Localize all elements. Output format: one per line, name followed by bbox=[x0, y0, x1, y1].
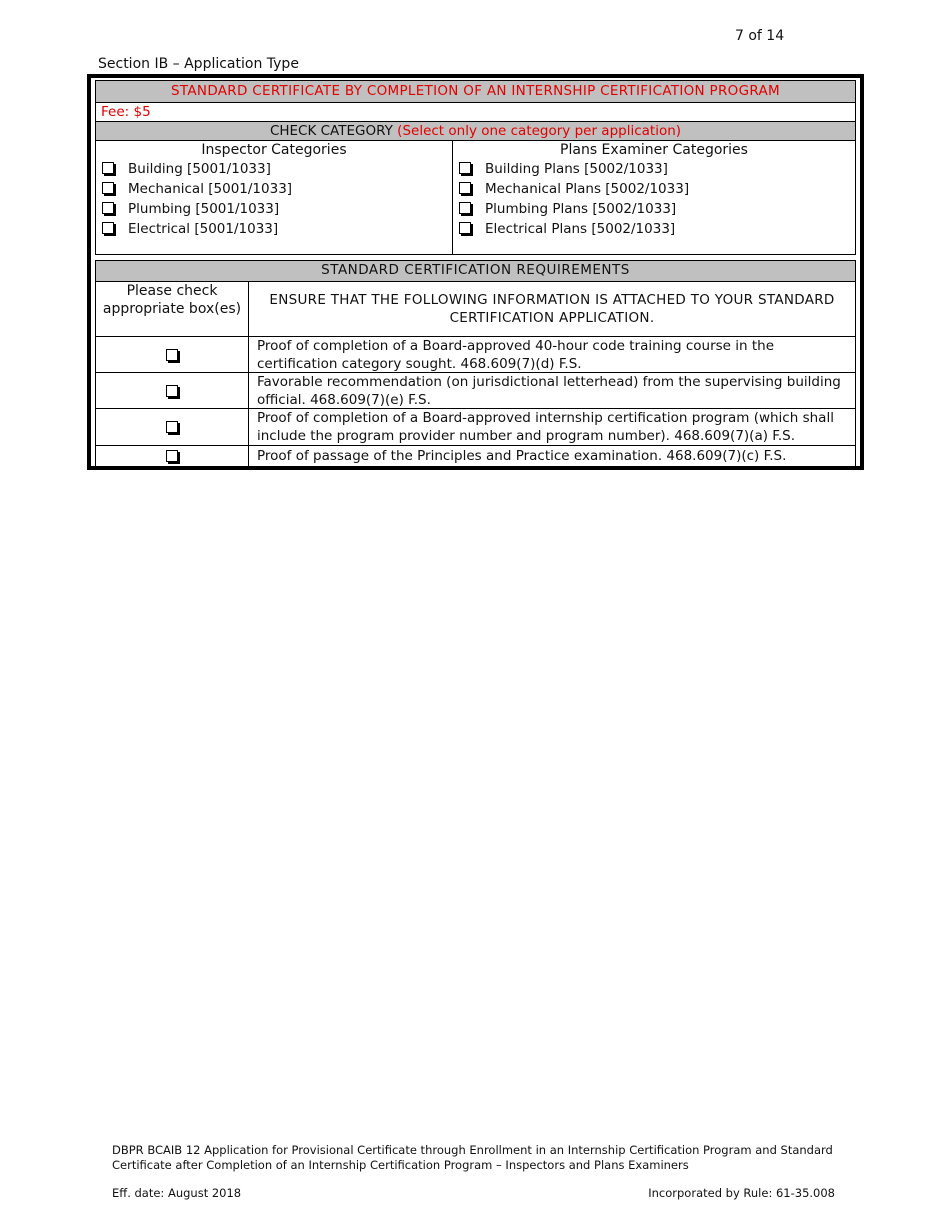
certificate-title: STANDARD CERTIFICATE BY COMPLETION OF AN INTERNSHIP CERTIFICATION PROGRAM bbox=[96, 81, 855, 102]
check-column-header: Please check appropriate box(es) bbox=[96, 282, 249, 336]
category-columns bbox=[96, 140, 855, 254]
check-category-note: (Select only one category per application) bbox=[397, 123, 682, 139]
checkbox-icon[interactable] bbox=[166, 385, 178, 397]
checkbox-icon[interactable] bbox=[102, 202, 114, 214]
plans-category-mechanical[interactable]: Mechanical Plans [5002/1033] bbox=[459, 179, 855, 199]
requirement-row bbox=[96, 372, 855, 408]
requirement-text: Favorable recommendation (on jurisdictional letterhead) from the supervising building official. 468.609(7)(e) F.S. bbox=[257, 374, 841, 408]
inspector-category-building[interactable]: Building [5001/1033] bbox=[102, 159, 452, 179]
checkbox-icon[interactable] bbox=[459, 162, 471, 174]
checkbox-icon[interactable] bbox=[166, 450, 178, 462]
requirement-text: Proof of completion of a Board-approved internship certification program (which shall include the program provider number and program number). 468.609(7)(a) F.S. bbox=[257, 410, 834, 444]
footer-effective-date: Eff. date: August 2018 bbox=[112, 1186, 242, 1200]
inspector-category-mechanical[interactable]: Mechanical [5001/1033] bbox=[102, 179, 452, 199]
certificate-block bbox=[95, 80, 856, 255]
plans-examiner-categories bbox=[453, 141, 855, 254]
section-title: Section IB – Application Type bbox=[98, 56, 299, 72]
page-number: 7 of 14 bbox=[735, 28, 785, 44]
checkbox-icon[interactable] bbox=[166, 421, 178, 433]
checkbox-icon[interactable] bbox=[102, 162, 114, 174]
inspector-categories-header: Inspector Categories bbox=[201, 142, 347, 158]
footer-rule: Incorporated by Rule: 61-35.008 bbox=[648, 1186, 835, 1200]
checkbox-icon[interactable] bbox=[459, 182, 471, 194]
requirement-text: Proof of passage of the Principles and Practice examination. 468.609(7)(c) F.S. bbox=[257, 448, 787, 464]
fee-label: Fee: $5 bbox=[96, 102, 855, 121]
inspector-categories bbox=[96, 141, 453, 254]
checkbox-icon[interactable] bbox=[102, 182, 114, 194]
inspector-category-electrical[interactable]: Electrical [5001/1033] bbox=[102, 219, 452, 239]
footer-form-description: DBPR BCAIB 12 Application for Provisional Certificate through Enrollment in an Internship Certification Program and Standard Certificate after Completion of an Internship Certification Program – Inspectors and Plans Examiners bbox=[112, 1143, 833, 1172]
info-column-header: ENSURE THAT THE FOLLOWING INFORMATION IS ATTACHED TO YOUR STANDARD CERTIFICATION APPLICATION. bbox=[269, 292, 835, 326]
inspector-category-plumbing[interactable]: Plumbing [5001/1033] bbox=[102, 199, 452, 219]
check-category-header bbox=[96, 121, 855, 140]
check-category-label: CHECK CATEGORY bbox=[269, 123, 393, 139]
requirement-text: Proof of completion of a Board-approved 40-hour code training course in the certification category sought. 468.609(7)(d) F.S. bbox=[257, 338, 775, 372]
requirement-row bbox=[96, 336, 855, 372]
requirements-title: STANDARD CERTIFICATION REQUIREMENTS bbox=[96, 261, 855, 281]
requirements-block bbox=[95, 260, 856, 467]
checkbox-icon[interactable] bbox=[459, 222, 471, 234]
checkbox-icon[interactable] bbox=[102, 222, 114, 234]
requirement-row bbox=[96, 408, 855, 445]
requirements-header-row bbox=[96, 281, 855, 336]
plans-category-electrical[interactable]: Electrical Plans [5002/1033] bbox=[459, 219, 855, 239]
application-type-form bbox=[87, 74, 864, 470]
checkbox-icon[interactable] bbox=[459, 202, 471, 214]
plans-category-plumbing[interactable]: Plumbing Plans [5002/1033] bbox=[459, 199, 855, 219]
checkbox-icon[interactable] bbox=[166, 349, 178, 361]
requirement-row bbox=[96, 445, 855, 466]
plans-examiner-categories-header: Plans Examiner Categories bbox=[560, 142, 748, 158]
plans-category-building[interactable]: Building Plans [5002/1033] bbox=[459, 159, 855, 179]
